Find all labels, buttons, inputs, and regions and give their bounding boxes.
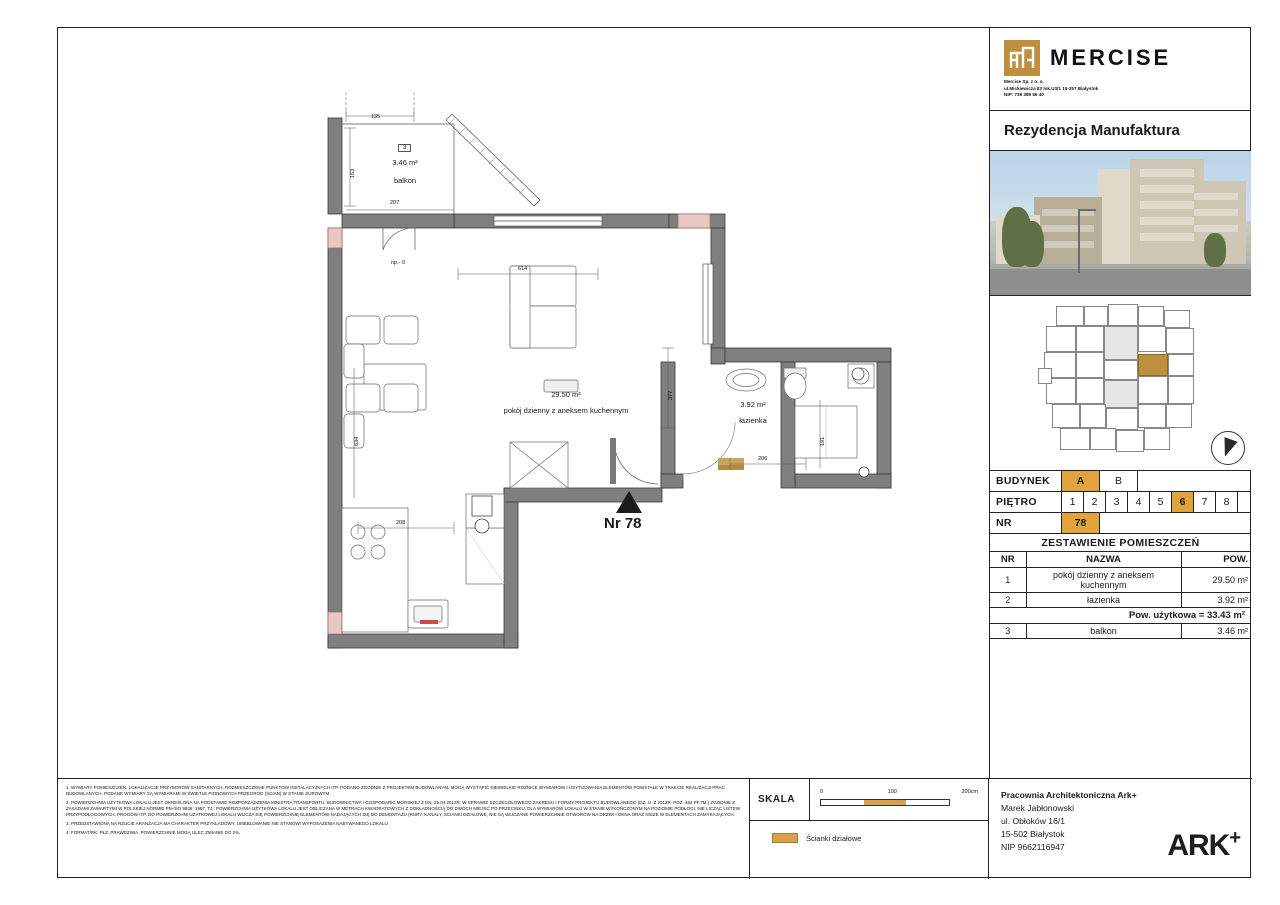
legend-swatch-icon	[772, 833, 798, 843]
room-schedule-table	[990, 552, 1251, 639]
living-name: pokój dzienny z aneksem kuchennym	[503, 406, 629, 415]
building-selector[interactable]	[990, 471, 1251, 492]
office-person: Marek Jabłonowski	[1001, 802, 1075, 813]
balcony-tag: 3	[398, 144, 411, 152]
floor-option-3[interactable]: 3	[1106, 492, 1128, 512]
ark-logo-text: ARK	[1167, 829, 1230, 862]
floor-key-plan	[990, 296, 1251, 471]
door-note: np.- 0	[391, 260, 406, 266]
note-2: 2. POWIERZCHNIA UŻYTKOWA LOKALU JEST OKREŚLONA NA PODSTAWIE ROZPORZĄDZENIA MINISTRA TRANSPORTU, BUDOWNICTWA I GOSPODARKI MORSKIEJ Z DN. 25.04.2012R. W SPRAWIE SZCZEGÓŁOWEGO ZAKRESU I FORMY PROJEKTU BUDOWLANEGO (DZ. U. Z 2012R. POZ. 462 PF.7M.) ZGODNIE Z ZASADAMI ZAWARTYMI W POLSKIEJ NORMIE PN-ISO 9836: 1997, TJ.: POWIERZCHNIA UŻYTKOWA LOKALU JEST OBLICZANA W METRACH KWADRATOWYCH Z DOKŁADNOŚCIĄ DO DWÓCH MIEJSC PO PRZECINKU, DLA WYMIARÓW LOKALU W STANIE WYKOŃCZONYM NA POZIOMIE PODŁOGI, NIE LICZĄC LISTEW PRZYPODŁOGOWYCH, PROGÓW ITP. DO POWIERZCHNI UŻYTKOWEJ LOKALU WLICZA SIĘ POWIERZCHNIĘ ELEMENTÓW NADAJĄCYCH SIĘ DO DEMONTAŻU (RURY, KANAŁY, ŚCIANKI DZIAŁOWE, NIE SĄ WLICZANE POWIERZCHNIE OTWORÓW NA DRZWI I OKNA ORAZ NISZE W ELEMENTACH ZAMYKAJĄCYCH.	[66, 800, 741, 818]
row1-area: 29.50 m²	[1181, 568, 1251, 593]
north-arrow-icon	[1211, 431, 1245, 465]
scale-tick-200: 200cm	[961, 789, 978, 795]
project-title: Rezydencja Manufaktura	[990, 111, 1251, 151]
company-address: ul.Mickiewicza 83 lok.U3/1 15-257 Białystok	[1004, 85, 1099, 91]
row2-nr: 2	[990, 593, 1026, 608]
table-row	[990, 624, 1251, 639]
row3-name: balkon	[1026, 624, 1181, 639]
row2-name: łazienka	[1026, 593, 1181, 608]
scale-block	[750, 779, 989, 879]
floor-option-7[interactable]: 7	[1194, 492, 1216, 512]
info-panel	[989, 28, 1251, 778]
table-row	[990, 568, 1251, 593]
number-selector[interactable]	[990, 513, 1251, 534]
floor-spacer	[1238, 492, 1260, 512]
number-option-78[interactable]: 78	[1062, 513, 1100, 533]
legend-partition-walls	[750, 821, 988, 843]
entrance-arrow-icon	[616, 491, 642, 513]
brand-name: MERCISE	[1050, 45, 1172, 70]
th-nr: NR	[990, 552, 1026, 568]
row2-area: 3.92 m²	[1181, 593, 1251, 608]
office-city: 15-502 Białystok	[1001, 828, 1065, 839]
bath-area: 3.92 m²	[740, 400, 766, 409]
total-area: Pow. użytkowa = 33.43 m²	[990, 608, 1251, 624]
drawing-sheet	[57, 27, 1251, 878]
balcony-name: balkon	[393, 176, 417, 185]
mercise-logo-icon	[1004, 40, 1040, 76]
company-name: Mercise Sp. z o. o.	[1004, 79, 1044, 84]
number-spacer	[1100, 513, 1251, 533]
company-nip: NIP: 739 389 56 40	[1004, 92, 1044, 98]
floor-option-5[interactable]: 5	[1150, 492, 1172, 512]
office-nip: NIP 9662116947	[1001, 841, 1065, 852]
flat-number: Nr 78	[604, 515, 642, 532]
th-area: POW.	[1181, 552, 1251, 568]
floor-option-6[interactable]: 6	[1172, 492, 1194, 512]
floor-plan	[58, 28, 989, 778]
row1-name: pokój dzienny z aneksem kuchennym	[1026, 568, 1181, 593]
schedule-title: ZESTAWIENIE POMIESZCZEŃ	[990, 534, 1251, 552]
floor-option-8[interactable]: 8	[1216, 492, 1238, 512]
author-block	[989, 779, 1252, 879]
scale-tick-0: 0	[820, 789, 824, 795]
table-row	[990, 593, 1251, 608]
number-label: NR	[990, 513, 1062, 533]
dim-living-top: 614	[518, 266, 528, 272]
note-1: 1. WYMIARY POMIESZCZEŃ, LOKALIZACJE PRZYBORÓW SANITARNYCH, ROZMIESZCZENIE PUNKTÓW INSTALACYJNYCH ITP. PODANO ZGODNIE Z PROJEKTEM BUDOWLANYM, MOGĄ WYSTĄPIĆ NIEWIELKIE RÓŻNICE WYMIARÓW I USYTUOWANIA ELEMENTÓW POWSTAŁE W TRAKCIE REALIZACJI PRAC BUDOWLANYCH. PODANE WYMIARY SĄ WYMIARAMI W ŚWIETLE PIONOWYCH PRZEGRÓD (ŚCIAN) W STANIE SUROWYM.	[66, 785, 725, 797]
floor-option-2[interactable]: 2	[1084, 492, 1106, 512]
scale-bar	[820, 799, 950, 806]
table-header-row	[990, 552, 1251, 568]
building-label: BUDYNEK	[990, 471, 1062, 491]
row3-area: 3.46 m²	[1181, 624, 1251, 639]
scale-tick-100: 100	[887, 789, 897, 795]
ark-logo	[1167, 827, 1240, 863]
building-option-a[interactable]: A	[1062, 471, 1100, 491]
dim-balcony-height: 163	[350, 168, 356, 178]
floor-label: PIĘTRO	[990, 492, 1062, 512]
scale-bar-wrap	[810, 779, 988, 820]
th-name: NAZWA	[1026, 552, 1181, 568]
note-3: 3. PRZEDSTAWIONA NA RZUCIE ARANŻACJA MA CHARAKTER PRZYKŁADOWY, UMEBLOWANIE NIE STANOWI WYPOSAŻENIA NABYWANEGO LOKALU.	[66, 821, 390, 827]
note-4: 4. FORMAT/RK: PŁZ. PRAWDZIWA. POWIERZCHNIE MOGĄ ULEC ZMIANIE DO 2%.	[66, 830, 241, 836]
dim-balcony-b: 207	[390, 200, 400, 206]
floor-selector[interactable]	[990, 492, 1251, 513]
dim-bath-width: 206	[758, 456, 768, 462]
ark-logo-sup: +	[1229, 827, 1240, 849]
floor-option-1[interactable]: 1	[1062, 492, 1084, 512]
dim-living-right: 377	[668, 390, 674, 400]
scale-label: SKALA	[750, 779, 810, 820]
living-area: 29.50 m²	[551, 390, 581, 399]
legend-label: Ścianki działowe	[806, 833, 862, 843]
notes-block	[58, 779, 750, 879]
row1-nr: 1	[990, 568, 1026, 593]
floor-plan-geometry	[58, 28, 989, 778]
row3-nr: 3	[990, 624, 1026, 639]
brand-block	[990, 28, 1251, 111]
title-block	[58, 778, 1252, 879]
office-name: Pracownia Architektoniczna Ark+	[1001, 790, 1137, 800]
building-option-b[interactable]: B	[1100, 471, 1138, 491]
floor-option-4[interactable]: 4	[1128, 492, 1150, 512]
total-row	[990, 608, 1251, 624]
dim-kitchen-bottom: 208	[396, 520, 406, 526]
dim-living-left: 634	[354, 436, 360, 446]
office-street: ul. Obłoków 16/1	[1001, 815, 1066, 826]
building-visualization	[990, 151, 1251, 296]
dim-bath-height: 191	[820, 436, 826, 446]
building-spacer	[1138, 471, 1251, 491]
dim-balcony-width: 135	[371, 114, 381, 120]
bath-name: łazienka	[739, 416, 767, 425]
balcony-area: 3.46 m²	[392, 158, 418, 167]
